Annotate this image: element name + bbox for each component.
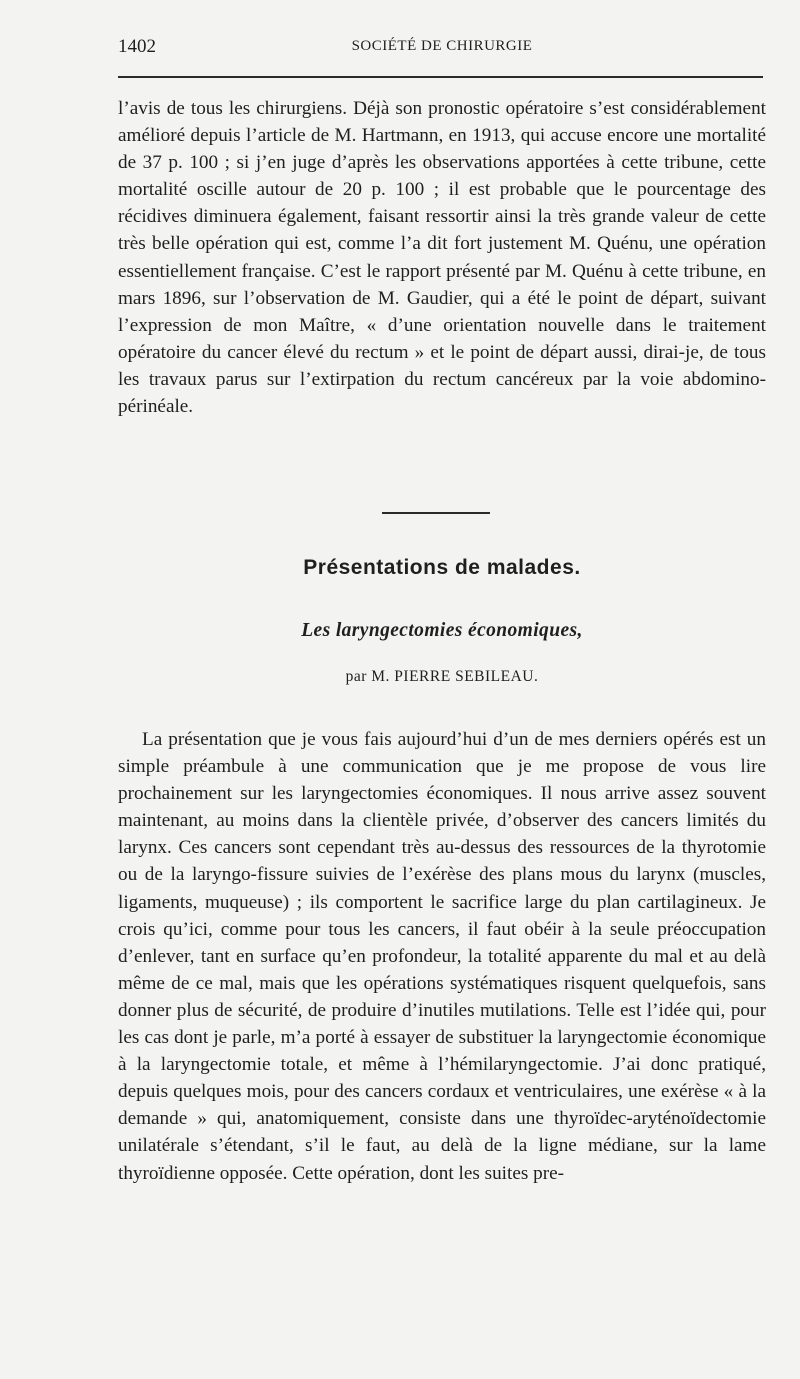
header-rule <box>118 76 763 78</box>
paragraph-continuation: l’avis de tous les chirurgiens. Déjà son pronostic opératoire s’est considérablement amélioré depuis l’article de M. Hartmann, en 1913, qui accuse encore une mortalité de 37 p. 100 ; si j’en juge d’après les observations apportées à cette tribune, cette mortalité oscille autour de 20 p. 100 ; il est probable que le pourcentage des récidives diminuera également, faisant ressortir ainsi la très grande valeur de cette très belle opération qui est, comme l’a dit fort justement M. Quénu, une opération essentiellement française. C’est le rapport présenté par M. Quénu à cette tribune, en mars 1896, sur l’observation de M. Gaudier, qui a été le point de départ, suivant l’expression de mon Maître, « d’une orientation nouvelle dans le traitement opératoire du cancer élevé du rectum » et le point de départ aussi, dirai-je, de tous les travaux parus sur l’extirpation du rectum cancéreux par la voie abdomino-périnéale. <box>118 98 766 418</box>
article-title: Les laryngectomies économiques, <box>301 620 583 641</box>
page-header <box>118 36 766 60</box>
paragraph-body: La présentation que je vous fais aujourd’hui d’un de mes derniers opérés est un simple préambule à une communication que je me propose de vous lire prochainement sur les laryngectomies économiques. Il nous arrive assez souvent maintenant, au moins dans la clientèle privée, d’observer des cancers limités du larynx. Ces cancers sont cependant très au-dessus des ressources de la thyrotomie ou de la laryngo-fissure suivies de l’exérèse des plans mous du larynx (muscles, ligaments, muqueuse) ; ils comportent le sacrifice large du plan cartilagineux. Je crois qu’ici, comme pour tous les cancers, il faut obéir à la seule préoccupation d’enlever, tant en surface qu’en profondeur, la totalité apparente du mal et au delà même de ce mal, mais que les opérations systématiques risquent quelquefois, sans donner plus de sécurité, de produire d’inutiles mutilations. Telle est l’idée qui, pour les cas dont je parle, m’a porté à essayer de substituer la laryngectomie économique à la laryngectomie totale, et même à l’hémilaryngectomie. J’ai donc pratiqué, depuis quelques mois, pour des cancers cordaux et ventriculaires, une exérèse « à la demande » qui, anatomiquement, consiste dans une thyroïdec-aryténoïdectomie unilatérale s’étendant, s’il le faut, au delà de la ligne médiane, sur la lame thyroïdienne opposée. Cette opération, dont les suites pre- <box>118 729 766 1184</box>
section-separator <box>382 512 490 514</box>
author-byline: par M. PIERRE SEBILEAU. <box>345 668 539 685</box>
page-number: 1402 <box>118 36 156 57</box>
running-title: SOCIÉTÉ DE CHIRURGIE <box>351 38 533 54</box>
section-heading: Présentations de malades. <box>303 556 581 579</box>
